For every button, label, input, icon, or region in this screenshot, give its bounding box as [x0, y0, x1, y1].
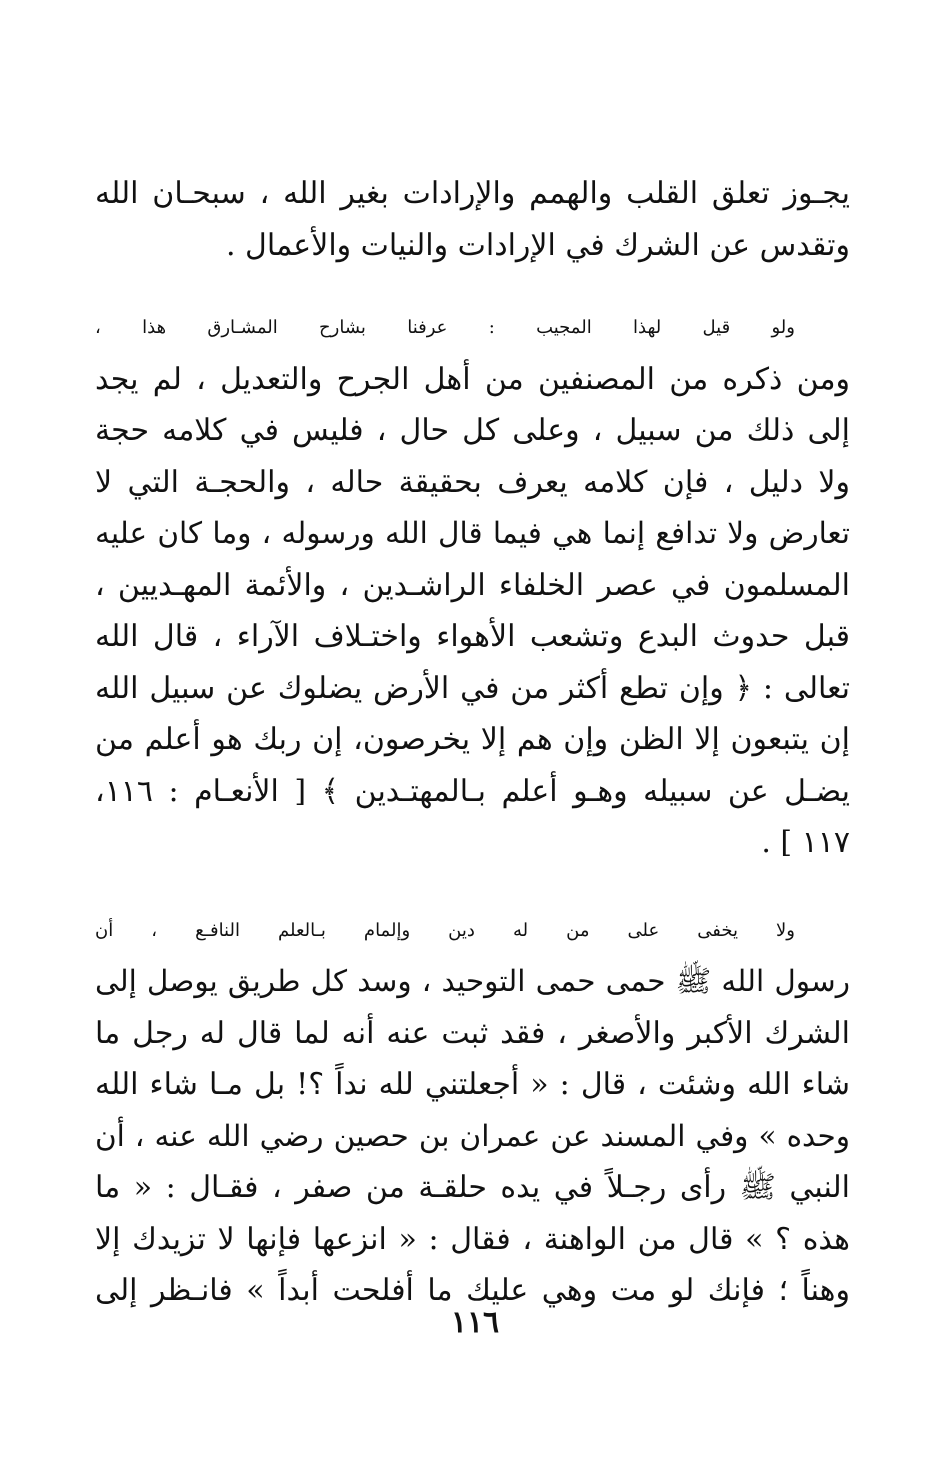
text-line: إن يتبعون إلا الظن وإن هم إلا يخرصون، إن ربك هو أعلم من	[95, 722, 850, 757]
text-line: الشرك الأكبر والأصغر ، فقد ثبت عنه أنه لما قال له رجل ما	[95, 1015, 850, 1051]
text-line: شاء الله وشئت ، قال : « أجعلتني لله نداً ؟! بل مـا شاء الله	[95, 1067, 850, 1102]
text-line: يضـل عن سبيله وهـو أعلم بـالمهتـدين ﴾ [ الأنعـام : ١١٦،	[95, 773, 850, 809]
page-number: ١١٦	[450, 1305, 500, 1340]
text-line: النبي ﷺ رأى رجـلاً في يده حلقـة من صفر ، فقـال : « ما	[95, 1170, 850, 1205]
paragraph-2	[95, 302, 850, 869]
text-line: ولا يخفى على من له دين وإلمام بـالعلم النافـع ، أن	[95, 919, 795, 941]
text-line: هذه ؟ » قال من الواهنة ، فقال : « انزعها فإنها لا تزيدك إلا	[95, 1221, 850, 1257]
text-line: ولو قيل لهذا المجيب : عرفنا بشارح المشـارق هذا ،	[95, 317, 795, 338]
text-line: وحده » وفي المسند عن عمران بن حصين رضي الله عنه ، أن	[95, 1118, 850, 1153]
text-line: قبل حدوث البدع وتشعب الأهواء واختـلاف الآراء ، قال الله	[95, 619, 850, 654]
text-line: وهناً ؛ فإنك لو مت وهي عليك ما أفلحت أبداً » فانـظر إلى	[95, 1273, 850, 1308]
paragraph-1	[95, 168, 850, 271]
text-line: إلى ذلك من سبيل ، وعلى كل حال ، فليس في كلامه حجة	[95, 413, 850, 448]
text-line: ولا دليل ، فإن كلامه يعرف بحقيقة حاله ، والحجـة التي لا	[95, 464, 850, 500]
page-body	[95, 168, 850, 1317]
text-line: تعالى : ﴿ وإن تطع أكثر من في الأرض يضلوك عن سبيل الله	[95, 670, 850, 706]
text-line: وتقدس عن الشرك في الإرادات والنيات والأعمال .	[225, 227, 850, 263]
text-line: رسول الله ﷺ حمى حمى التوحيد ، وسد كل طريق يوصل إلى	[95, 964, 850, 998]
paragraph-3	[95, 905, 850, 1317]
text-line: ١١٧ ] .	[761, 825, 850, 860]
text-line: ومن ذكره من المصنفين من أهل الجرح والتعديل ، لم يجد	[95, 361, 850, 397]
text-line: تعارض ولا تدافع إنما هي فيما قال الله ورسوله ، وما كان عليه	[95, 516, 850, 550]
text-line: يجـوز تعلق القلب والهمم والإرادات بغير الله ، سبحـان الله	[95, 176, 850, 211]
text-line: المسلمون في عصر الخلفاء الراشـدين ، والأئمة المهـديين ،	[95, 567, 850, 603]
